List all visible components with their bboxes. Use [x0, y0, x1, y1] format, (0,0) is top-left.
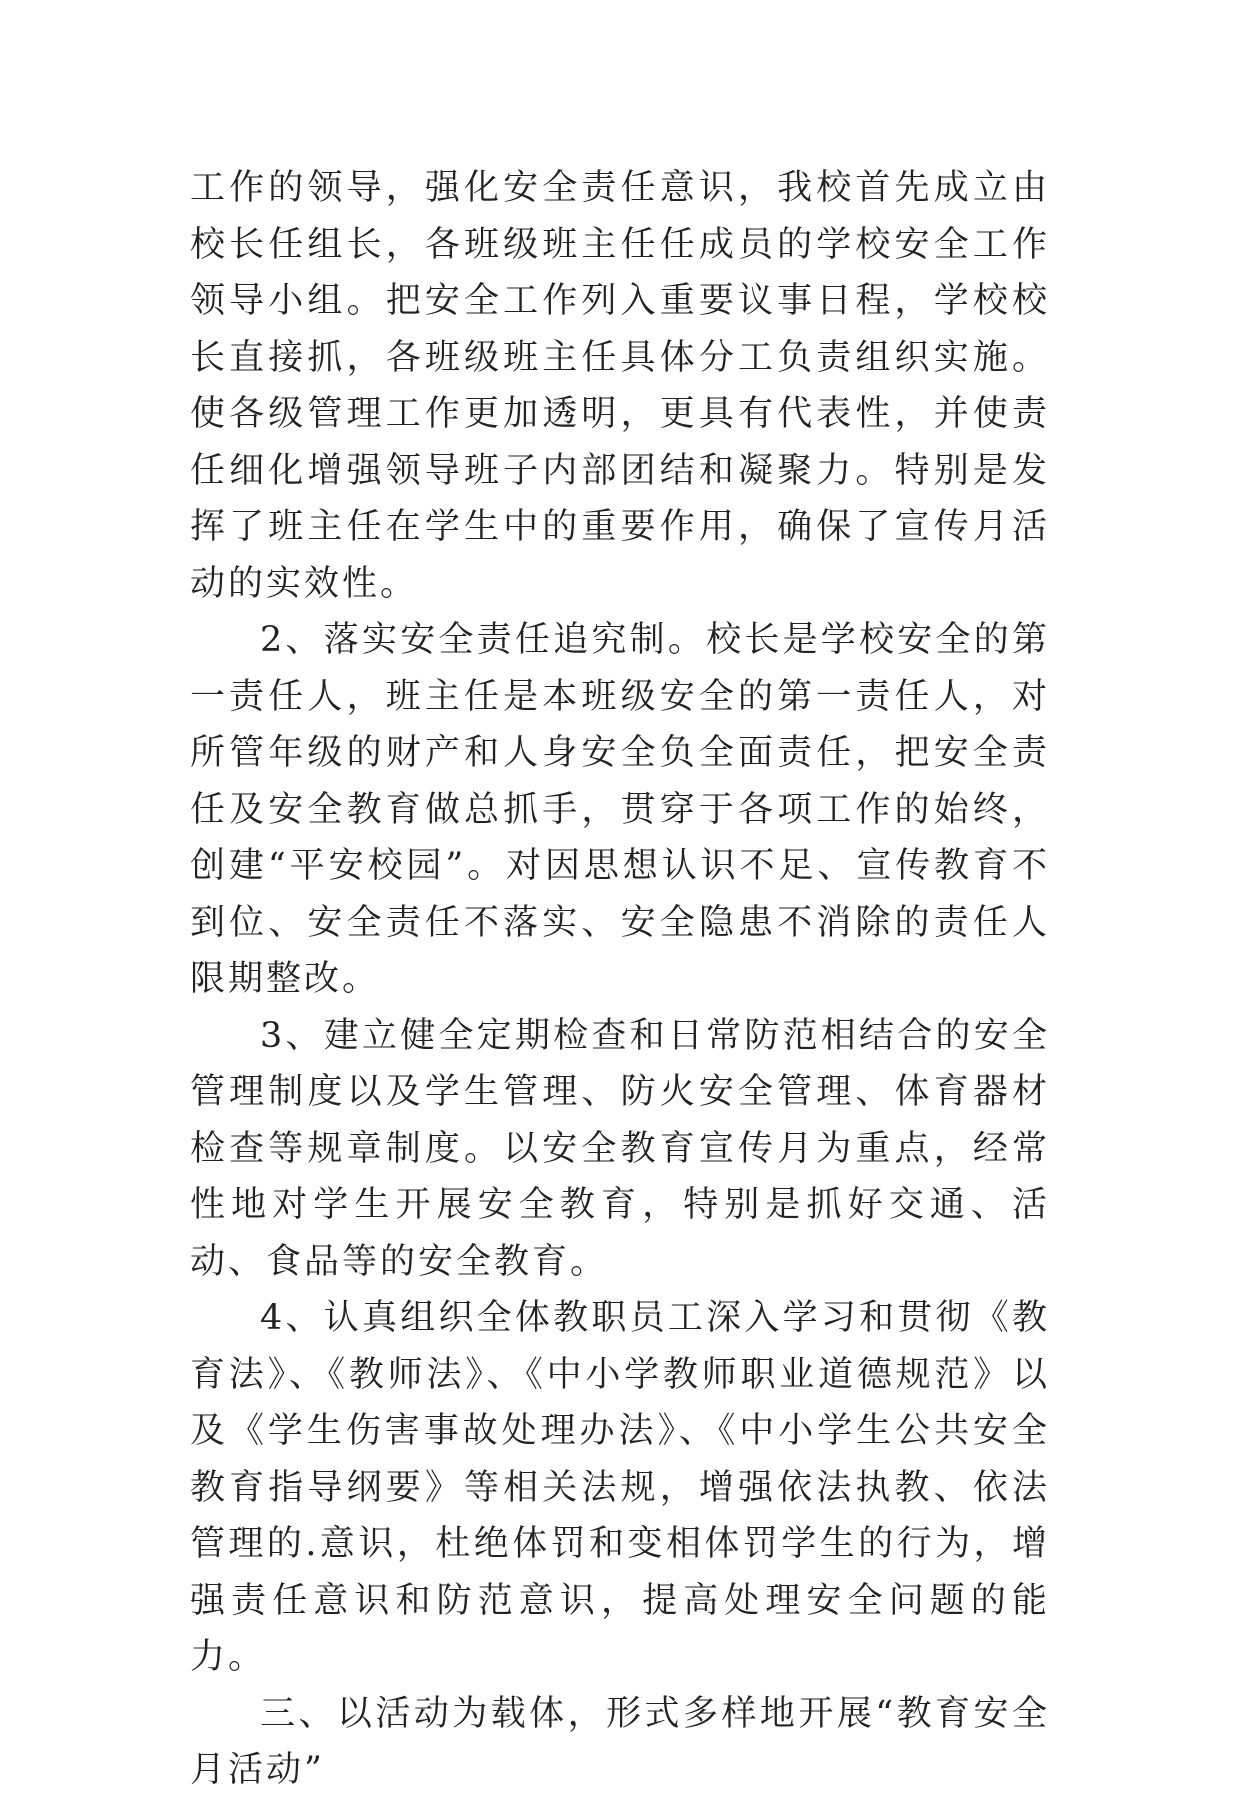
paragraph-leadership-continued: 工作的领导，强化安全责任意识，我校首先成立由校长任组长，各班级班主任任成员的学校安全工作领导小组。把安全工作列入重要议事日程，学校校长直接抓，各班级班主任具体分工负责组织实施。使各级管理工作更加透明，更具有代表性，并使责任细化增强领导班子内部团结和凝聚力。特别是发挥了班主任在学生中的重要作用，确保了宣传月活动的实效性。: [190, 168, 1050, 604]
paragraph-item-2: 2、落实安全责任追究制。校长是学校安全的第一责任人，班主任是本班级安全的第一责任人，对所管年级的财产和人身安全负全面责任，把安全责任及安全教育做总抓手，贯穿于各项工作的始终，创建“平安校园”。对因思想认识不足、宣传教育不到位、安全责任不落实、安全隐患不消除的责任人限期整改。: [190, 620, 1050, 999]
paragraph-item-3: 3、建立健全定期检查和日常防范相结合的安全管理制度以及学生管理、防火安全管理、体育器材检查等规章制度。以安全教育宣传月为重点，经常性地对学生开展安全教育，特别是抓好交通、活动、食品等的安全教育。: [190, 1015, 1050, 1282]
paragraph-item-4: 4、认真组织全体教职员工深入学习和贯彻《教育法》、《教师法》、《中小学教师职业道德规范》以及《学生伤害事故处理办法》、《中小学生公共安全教育指导纲要》等相关法规，增强依法执教、依法管理的.意识，杜绝体罚和变相体罚学生的行为，增强责任意识和防范意识，提高处理安全问题的能力。: [190, 1298, 1050, 1677]
document-body: [190, 160, 1050, 1799]
section-heading-three: 三、以活动为载体，形式多样地开展“教育安全月活动”: [190, 1693, 1050, 1790]
